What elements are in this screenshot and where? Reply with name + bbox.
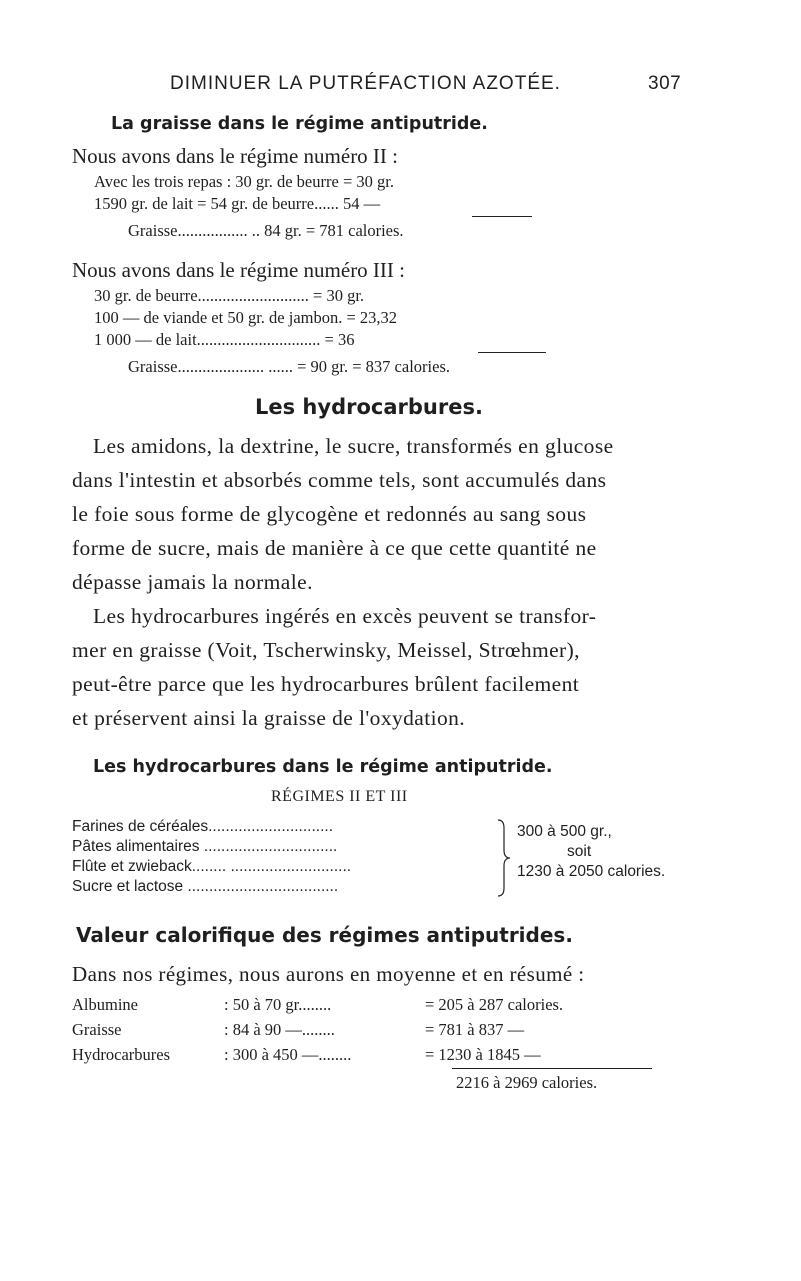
summary-row-range: : 50 à 70 gr........ <box>224 995 332 1014</box>
paragraph-line: mer en graisse (Voit, Tscherwinsky, Meissel, Strœhmer), <box>72 638 580 662</box>
paragraph-line: peut-être parce que les hydrocarbures brûlent facilement <box>72 672 580 696</box>
summary-row-result: = 781 à 837 — <box>425 1020 525 1039</box>
sum-rule <box>452 1068 652 1069</box>
summary-row-name: Graisse <box>72 1020 122 1039</box>
sum-rule <box>478 352 546 353</box>
regime3-heading: Nous avons dans le régime numéro III : <box>72 258 405 282</box>
brace-line-3: 1230 à 2050 calories. <box>517 863 666 880</box>
section-title-hydrocarbures: Les hydrocarbures. <box>255 395 483 419</box>
summary-intro: Dans nos régimes, nous aurons en moyenne et en résumé : <box>72 962 585 986</box>
brace-line-1: 300 à 500 gr., <box>517 823 612 840</box>
regime2-line-1: Avec les trois repas : 30 gr. de beurre = 30 gr. <box>94 172 394 191</box>
curly-brace-icon <box>495 818 513 898</box>
brace-line-2: soit <box>567 843 592 860</box>
food-item-4: Sucre et lactose ................................... <box>72 878 339 895</box>
regime3-total: Graisse..................... ...... = 90 gr. = 837 calories. <box>128 357 450 376</box>
summary-row-result: = 1230 à 1845 — <box>425 1045 541 1064</box>
paragraph-line: le foie sous forme de glycogène et redonnés au sang sous <box>72 502 587 526</box>
paragraph-line: dans l'intestin et absorbés comme tels, sont accumulés dans <box>72 468 607 492</box>
summary-row-name: Albumine <box>72 995 138 1014</box>
paragraph-line: dépasse jamais la normale. <box>72 570 313 594</box>
food-item-2: Pâtes alimentaires ............................... <box>72 838 338 855</box>
regime3-line-1: 30 gr. de beurre........................... = 30 gr. <box>94 286 365 305</box>
paragraph-line: forme de sucre, mais de manière à ce que cette quantité ne <box>72 536 597 560</box>
regime2-line-2: 1590 gr. de lait = 54 gr. de beurre...... 54 — <box>94 194 381 213</box>
sum-rule <box>472 216 532 217</box>
regime3-line-2: 100 — de viande et 50 gr. de jambon. = 23,32 <box>94 308 398 327</box>
food-item-3: Flûte et zwieback........ ............................ <box>72 858 352 875</box>
running-title: DIMINUER LA PUTRÉFACTION AZOTÉE. <box>170 73 561 94</box>
summary-total: 2216 à 2969 calories. <box>456 1073 598 1092</box>
paragraph-line: Les amidons, la dextrine, le sucre, transformés en glucose <box>93 434 614 458</box>
food-item-1: Farines de céréales............................. <box>72 818 334 835</box>
regime2-heading: Nous avons dans le régime numéro II : <box>72 144 399 168</box>
regime2-total: Graisse................. .. 84 gr. = 781 calories. <box>128 221 404 240</box>
page-number: 307 <box>648 73 682 94</box>
summary-row-result: = 205 à 287 calories. <box>425 995 564 1014</box>
summary-row-name: Hydrocarbures <box>72 1045 171 1064</box>
paragraph-line: Les hydrocarbures ingérés en excès peuvent se transfor- <box>93 604 597 628</box>
summary-row-range: : 300 à 450 —........ <box>224 1045 352 1064</box>
regimes-subtitle: RÉGIMES II ET III <box>271 788 408 805</box>
section-title-graisse: La graisse dans le régime antiputride. <box>111 114 488 134</box>
paragraph-line: et préservent ainsi la graisse de l'oxydation. <box>72 706 466 730</box>
section-title-valeur: Valeur calorifique des régimes antiputrides. <box>76 923 573 947</box>
summary-row-range: : 84 à 90 —........ <box>224 1020 335 1039</box>
regime3-line-3: 1 000 — de lait.............................. = 36 <box>94 330 355 349</box>
section-title-regime-hydrocarbures: Les hydrocarbures dans le régime antiputride. <box>93 757 553 777</box>
